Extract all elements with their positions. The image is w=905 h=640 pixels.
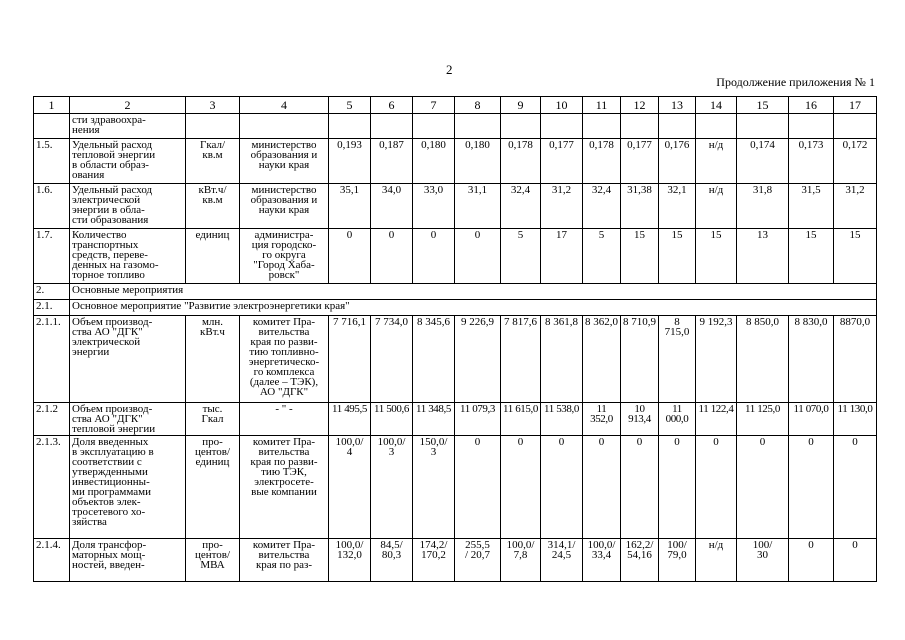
value-cell: 100,0/ 3 [371,436,413,539]
value-cell [696,114,737,139]
row-number: 2. [34,284,70,300]
value-cell: 33,0 [413,184,455,229]
indicators-table [33,96,877,582]
unit-cell: про- центов/ единиц [186,436,240,539]
value-cell: 8 362,0 [583,316,621,403]
indicator-name: Доля введенных в эксплуатацию в соответствии с утвержденными инвестиционны- ми программами объектов элек- тросетевого хо- зяйства [70,436,186,539]
responsible-cell: комитет Пра- вительства края по раз- [240,539,329,582]
value-cell: 11 079,3 [455,403,501,436]
page-number: 2 [446,62,453,77]
header-cell: 17 [834,97,877,114]
value-cell: 32,4 [583,184,621,229]
value-cell: 8 715,0 [659,316,696,403]
value-cell: 31,1 [455,184,501,229]
indicator-name: Количество транспортных средств, переве- денных на газомо- торное топливо [70,229,186,284]
value-cell: 0 [455,229,501,284]
header-cell: 2 [70,97,186,114]
value-cell: 11 130,0 [834,403,877,436]
value-cell: 11 615,0 [501,403,541,436]
value-cell: 11 500,6 [371,403,413,436]
header-cell: 16 [789,97,834,114]
responsible-cell: министерство образования и науки края [240,139,329,184]
header-cell: 14 [696,97,737,114]
value-cell: 31,38 [621,184,659,229]
value-cell: 0 [583,436,621,539]
value-cell [455,114,501,139]
table-row [34,229,877,284]
value-cell: 15 [789,229,834,284]
indicator-name: Доля трансфор- маторных мощ- ностей, введен- [70,539,186,582]
value-cell: 10 913,4 [621,403,659,436]
value-cell: 32,1 [659,184,696,229]
row-number: 1.7. [34,229,70,284]
header-cell: 1 [34,97,70,114]
header-cell: 5 [329,97,371,114]
unit-cell: млн. кВт.ч [186,316,240,403]
table-row [34,403,877,436]
value-cell: 11 125,0 [737,403,789,436]
value-cell: 0,180 [455,139,501,184]
value-cell: 8870,0 [834,316,877,403]
value-cell: 7 716,1 [329,316,371,403]
section-title: Основное мероприятие "Развитие электроэнергетики края" [70,300,877,316]
value-cell [834,114,877,139]
value-cell: 31,2 [541,184,583,229]
value-cell: 15 [621,229,659,284]
value-cell: 35,1 [329,184,371,229]
value-cell: 11 000,0 [659,403,696,436]
value-cell: 7 734,0 [371,316,413,403]
value-cell: 8 361,8 [541,316,583,403]
table-row [34,436,877,539]
table-row [34,316,877,403]
value-cell [621,114,659,139]
indicator-name: Удельный расход электрической энергии в обла- сти образования [70,184,186,229]
value-cell: 100,0/ 7,8 [501,539,541,582]
value-cell: 34,0 [371,184,413,229]
responsible-cell: - " - [240,403,329,436]
value-cell: н/д [696,184,737,229]
value-cell: 11 352,0 [583,403,621,436]
unit-cell: про- центов/ МВА [186,539,240,582]
value-cell: 0,178 [583,139,621,184]
value-cell: 255,5 / 20,7 [455,539,501,582]
row-number: 1.6. [34,184,70,229]
value-cell: 15 [696,229,737,284]
value-cell: 0,180 [413,139,455,184]
value-cell: 0 [659,436,696,539]
value-cell: 15 [834,229,877,284]
value-cell: 100/ 79,0 [659,539,696,582]
responsible-cell: администра- ция городско- го округа "Город Хаба- ровск" [240,229,329,284]
value-cell: 31,8 [737,184,789,229]
indicator-name: Объем производ- ства АО "ДГК" электрической энергии [70,316,186,403]
header-cell: 3 [186,97,240,114]
value-cell: 0 [501,436,541,539]
responsible-cell [240,114,329,139]
header-cell: 9 [501,97,541,114]
table-row [34,539,877,582]
header-cell: 12 [621,97,659,114]
value-cell: н/д [696,139,737,184]
unit-cell: Гкал/ кв.м [186,139,240,184]
value-cell: 11 348,5 [413,403,455,436]
header-cell: 7 [413,97,455,114]
value-cell: 0 [541,436,583,539]
header-cell: 6 [371,97,413,114]
table-row [34,114,877,139]
header-cell: 4 [240,97,329,114]
responsible-cell: комитет Пра- вительства края по разви- тию топливно- энергетическо- го комплекса (далее – ТЭК), АО "ДГК" [240,316,329,403]
unit-cell: тыс. Гкал [186,403,240,436]
row-number: 2.1. [34,300,70,316]
value-cell [737,114,789,139]
value-cell: 100,0/ 33,4 [583,539,621,582]
value-cell: 31,5 [789,184,834,229]
value-cell: 0,173 [789,139,834,184]
unit-cell: кВт.ч/ кв.м [186,184,240,229]
row-number [34,114,70,139]
value-cell [371,114,413,139]
value-cell: 150,0/ 3 [413,436,455,539]
value-cell [413,114,455,139]
responsible-cell: министерство образования и науки края [240,184,329,229]
value-cell: 32,4 [501,184,541,229]
value-cell: 0 [413,229,455,284]
continuation-label: Продолжение приложения № 1 [716,75,875,89]
section-title: Основные мероприятия [70,284,877,300]
value-cell: 0 [621,436,659,539]
value-cell: 84,5/ 80,3 [371,539,413,582]
value-cell: 5 [501,229,541,284]
value-cell: 0 [789,436,834,539]
value-cell: 17 [541,229,583,284]
value-cell: н/д [696,539,737,582]
value-cell: 0 [371,229,413,284]
value-cell [541,114,583,139]
row-number: 2.1.3. [34,436,70,539]
header-cell: 8 [455,97,501,114]
value-cell: 8 830,0 [789,316,834,403]
indicator-name: Удельный расход тепловой энергии в области образ- ования [70,139,186,184]
header-cell: 15 [737,97,789,114]
row-number: 2.1.2 [34,403,70,436]
value-cell: 9 226,9 [455,316,501,403]
table-row [34,139,877,184]
header-cell: 11 [583,97,621,114]
value-cell: 0 [455,436,501,539]
value-cell: 11 070,0 [789,403,834,436]
value-cell: 15 [659,229,696,284]
row-number: 2.1.1. [34,316,70,403]
value-cell [659,114,696,139]
value-cell: 9 192,3 [696,316,737,403]
value-cell: 0,174 [737,139,789,184]
table-row [34,284,877,300]
value-cell: 174,2/ 170,2 [413,539,455,582]
value-cell: 0 [737,436,789,539]
indicator-name: сти здравоохра- нения [70,114,186,139]
value-cell: 100,0/ 4 [329,436,371,539]
responsible-cell: комитет Пра- вительства края по разви- тию ТЭК, электросете- вые компании [240,436,329,539]
table-row [34,184,877,229]
value-cell [501,114,541,139]
value-cell [789,114,834,139]
value-cell [583,114,621,139]
row-number: 1.5. [34,139,70,184]
value-cell: 0,193 [329,139,371,184]
value-cell: 0,178 [501,139,541,184]
value-cell: 8 710,9 [621,316,659,403]
value-cell: 5 [583,229,621,284]
unit-cell [186,114,240,139]
table-row [34,300,877,316]
value-cell: 314,1/ 24,5 [541,539,583,582]
value-cell: 0,172 [834,139,877,184]
value-cell: 0 [789,539,834,582]
value-cell: 0 [329,229,371,284]
value-cell: 13 [737,229,789,284]
value-cell: 0,176 [659,139,696,184]
value-cell: 31,2 [834,184,877,229]
unit-cell: единиц [186,229,240,284]
value-cell: 0 [834,436,877,539]
value-cell: 11 122,4 [696,403,737,436]
value-cell: 0 [696,436,737,539]
value-cell: 8 850,0 [737,316,789,403]
header-row [34,97,877,114]
header-cell: 13 [659,97,696,114]
value-cell: 0,187 [371,139,413,184]
value-cell: 0,177 [541,139,583,184]
value-cell: 162,2/ 54,16 [621,539,659,582]
value-cell: 11 495,5 [329,403,371,436]
row-number: 2.1.4. [34,539,70,582]
value-cell: 11 538,0 [541,403,583,436]
header-cell: 10 [541,97,583,114]
value-cell: 7 817,6 [501,316,541,403]
value-cell [329,114,371,139]
value-cell: 100/ 30 [737,539,789,582]
value-cell: 0 [834,539,877,582]
value-cell: 0,177 [621,139,659,184]
indicator-name: Объем производ- ства АО "ДГК" тепловой энергии [70,403,186,436]
value-cell: 100,0/ 132,0 [329,539,371,582]
value-cell: 8 345,6 [413,316,455,403]
